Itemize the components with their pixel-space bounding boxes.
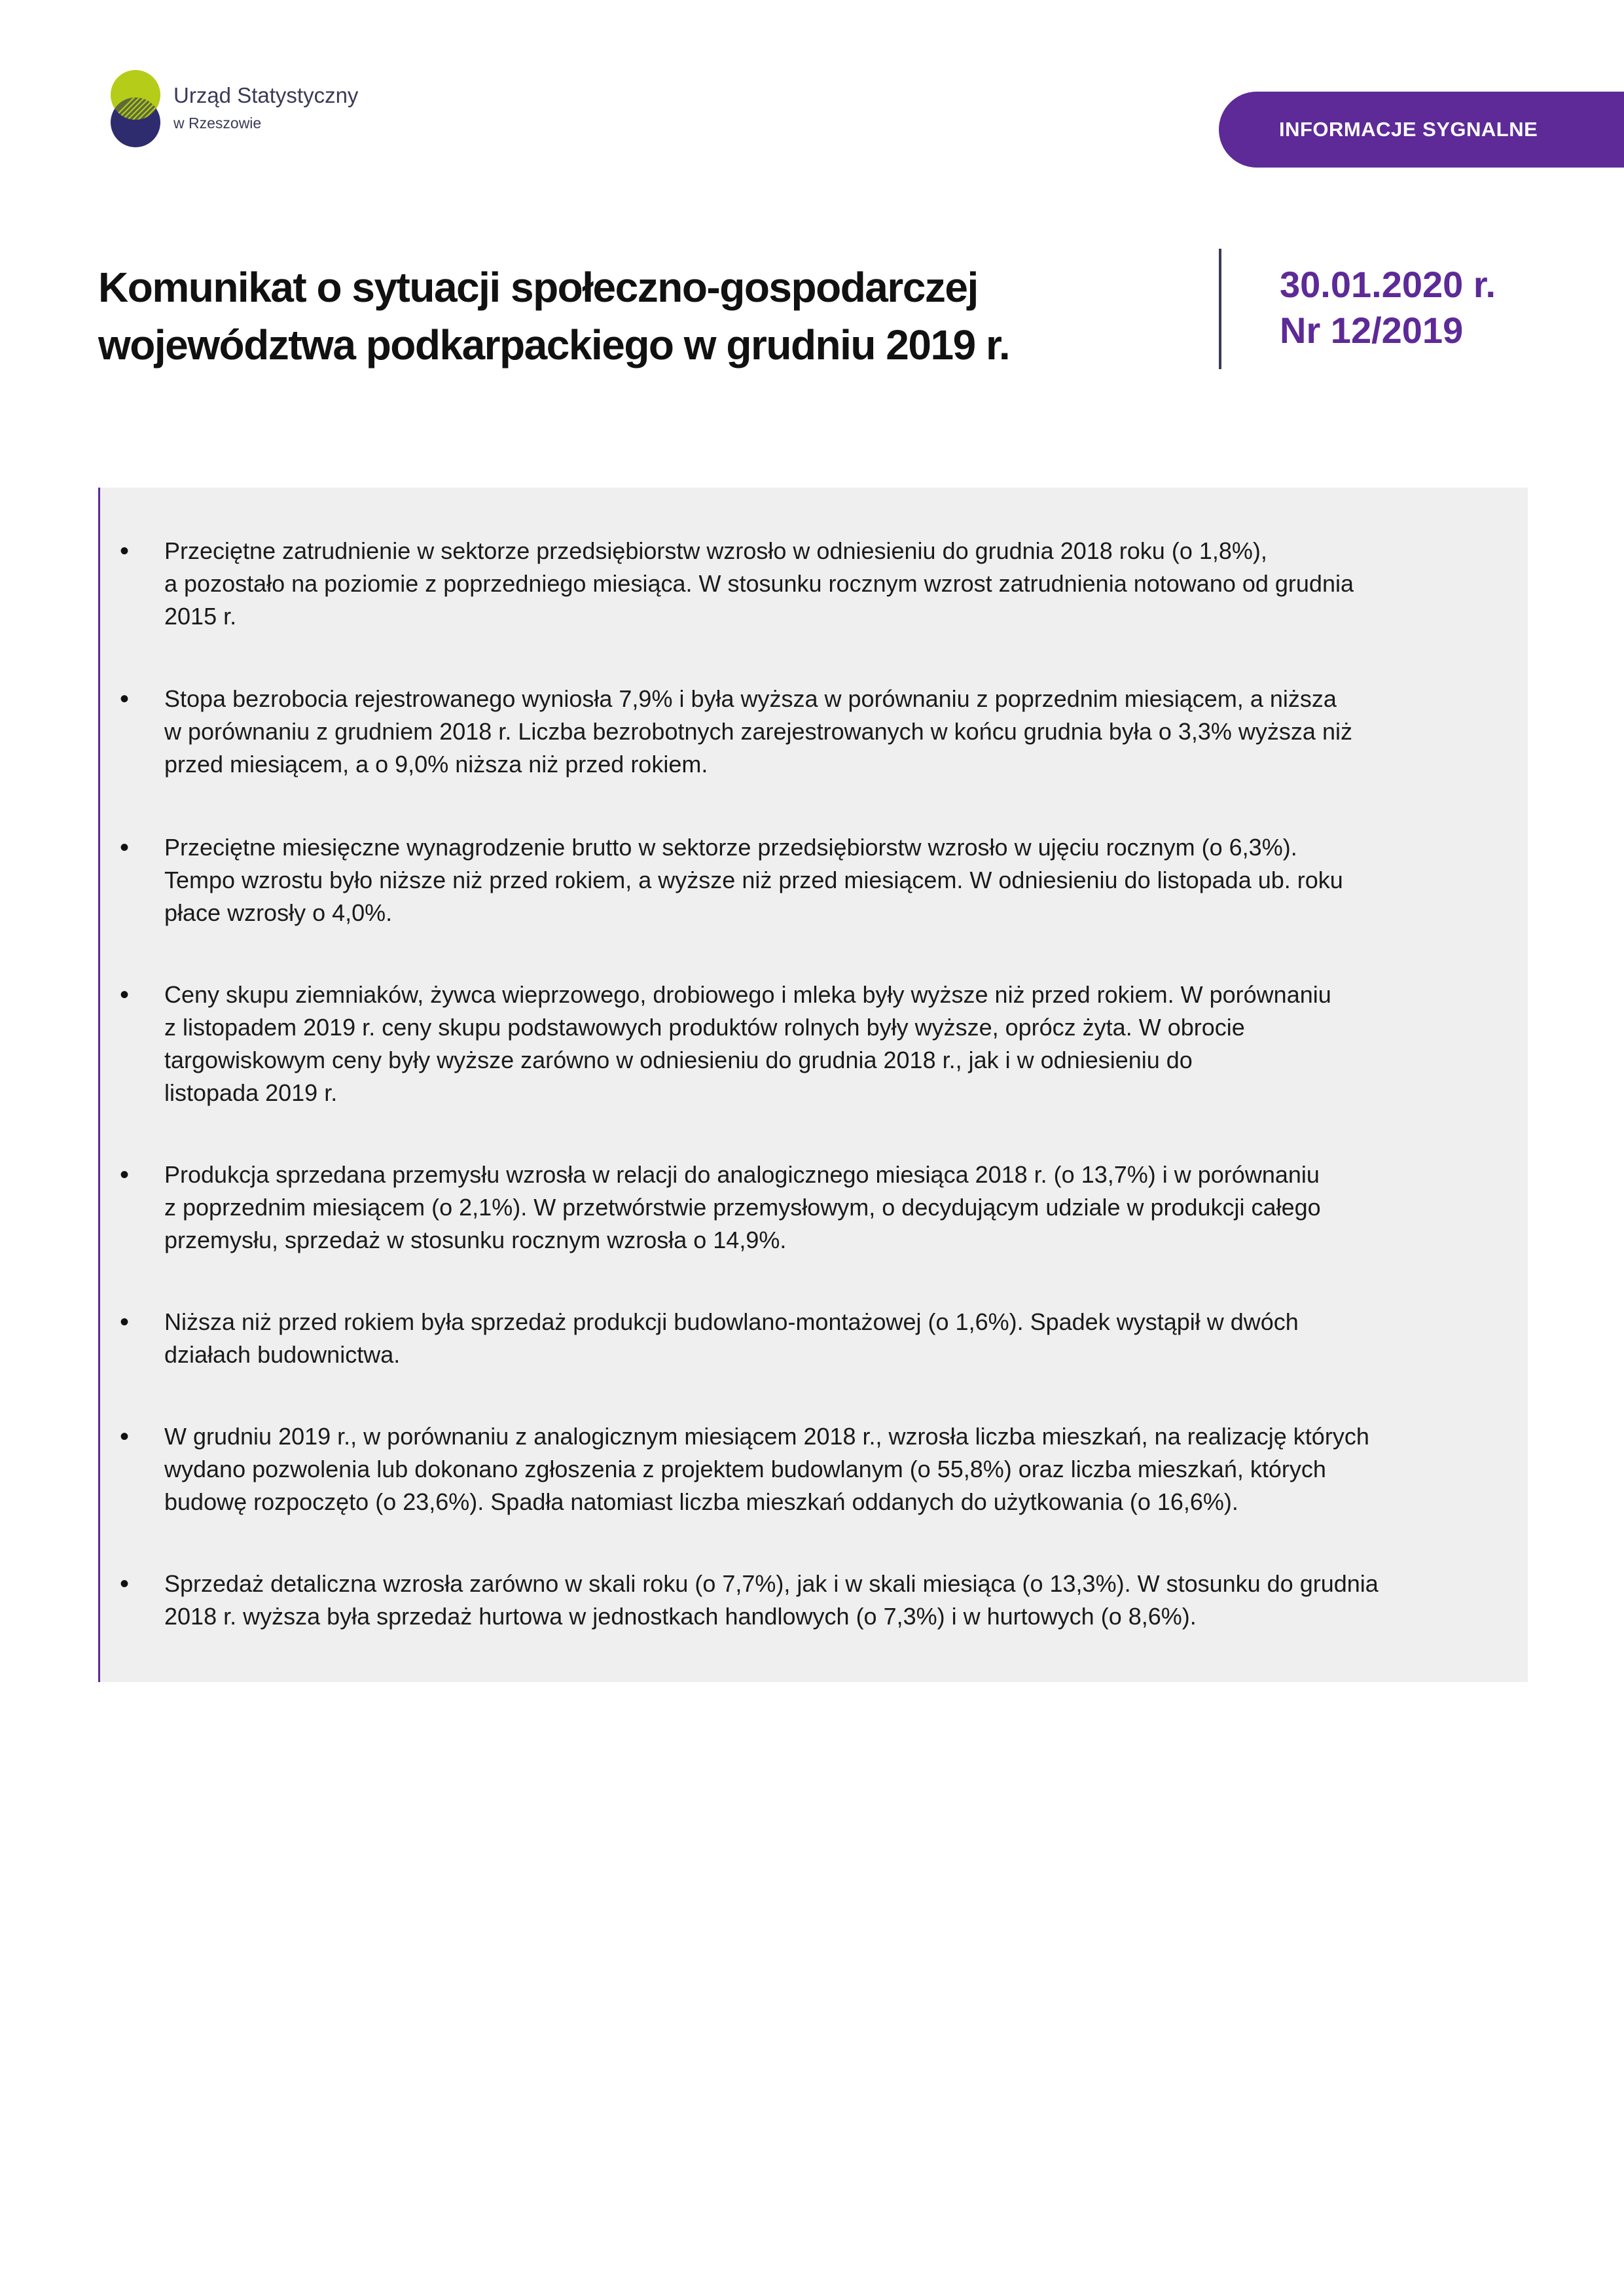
text-line: płace wzrosły o 4,0%. xyxy=(164,899,393,926)
title-line: Komunikat o sytuacji społeczno-gospodarczej xyxy=(98,264,978,311)
bullet-icon: • xyxy=(120,980,130,1009)
bullet-text xyxy=(164,831,1506,929)
text-line: działach budownictwa. xyxy=(164,1341,401,1368)
vertical-divider xyxy=(1219,249,1221,369)
text-line: przemysłu, sprzedaż w stosunku rocznym wzrosła o 14,9%. xyxy=(164,1227,787,1253)
logo-subtitle: w Rzeszowie xyxy=(173,115,262,132)
bullet-icon: • xyxy=(120,537,130,565)
text-line: Tempo wzrostu było niższe niż przed rokiem, a wyższe niż przed miesiącem. W odniesieniu do listopada ub. roku xyxy=(164,867,1343,893)
logo xyxy=(108,69,409,154)
logo-emblem-icon xyxy=(108,69,163,150)
text-line: 2015 r. xyxy=(164,603,237,630)
publication-type-badge: INFORMACJE SYGNALNE xyxy=(1219,92,1624,168)
publication-meta xyxy=(1280,262,1496,353)
text-line: Niższa niż przed rokiem była sprzedaż produkcji budowlano-montażowej (o 1,6%). Spadek wystąpił w dwóch xyxy=(164,1308,1299,1335)
logo-name: Urząd Statystyczny xyxy=(173,83,359,107)
bullet-text xyxy=(164,1420,1506,1518)
text-line: W grudniu 2019 r., w porównaniu z analogicznym miesiącem 2018 r., wzrosła liczba mieszkań, na realizację których xyxy=(164,1423,1369,1450)
bullet-icon: • xyxy=(120,1570,130,1598)
text-line: listopada 2019 r. xyxy=(164,1079,338,1106)
text-line: Sprzedaż detaliczna wzrosła zarówno w skali roku (o 7,7%), jak i w skali miesiąca (o 13,3%). W stosunku do grudnia xyxy=(164,1570,1379,1597)
text-line: 2018 r. wyższa była sprzedaż hurtowa w jednostkach handlowych (o 7,3%) i w hurtowych (o 8,6%). xyxy=(164,1603,1197,1630)
bullet-icon: • xyxy=(120,1422,130,1451)
text-line: Stopa bezrobocia rejestrowanego wyniosła 7,9% i była wyższa w porównaniu z poprzednim miesiącem, a niższa xyxy=(164,685,1337,712)
bullet-icon: • xyxy=(120,833,130,862)
bullet-text xyxy=(164,978,1506,1109)
bullet-icon: • xyxy=(120,1160,130,1189)
summary-box xyxy=(98,488,1528,1682)
text-line: targowiskowym ceny były wyższe zarówno w odniesieniu do grudnia 2018 r., jak i w odniesieniu do xyxy=(164,1047,1193,1073)
text-line: Ceny skupu ziemniaków, żywca wieprzowego, drobiowego i mleka były wyższe niż przed rokiem. W porównaniu xyxy=(164,981,1331,1008)
text-line: Przeciętne miesięczne wynagrodzenie brutto w sektorze przedsiębiorstw wzrosło w ujęciu rocznym (o 6,3%). xyxy=(164,834,1297,861)
text-line: w porównaniu z grudniem 2018 r. Liczba bezrobotnych zarejestrowanych w końcu grudnia była o 3,3% wyższa niż xyxy=(164,718,1352,745)
publication-number: Nr 12/2019 xyxy=(1280,310,1464,351)
page-title xyxy=(98,259,1178,374)
text-line: wydano pozwolenia lub dokonano zgłoszenia z projektem budowlanym (o 55,8%) oraz liczba mieszkań, których xyxy=(164,1456,1326,1482)
text-line: przed miesiącem, a o 9,0% niższa niż przed rokiem. xyxy=(164,751,708,778)
bullet-icon: • xyxy=(120,1308,130,1336)
bullet-text xyxy=(164,683,1506,781)
publication-date: 30.01.2020 r. xyxy=(1280,264,1496,305)
text-line: budowę rozpoczęto (o 23,6%). Spadła natomiast liczba mieszkań oddanych do użytkowania (o 16,6%). xyxy=(164,1488,1238,1515)
text-line: a pozostało na poziomie z poprzedniego miesiąca. W stosunku rocznym wzrost zatrudnienia notowano od grudnia xyxy=(164,570,1354,597)
bullet-icon: • xyxy=(120,685,130,713)
text-line: z listopadem 2019 r. ceny skupu podstawowych produktów rolnych były wyższe, oprócz żyta. W obrocie xyxy=(164,1014,1245,1041)
text-line: Przeciętne zatrudnienie w sektorze przedsiębiorstw wzrosło w odniesieniu do grudnia 2018 roku (o 1,8%), xyxy=(164,537,1267,564)
bullet-text xyxy=(164,535,1506,633)
text-line: Produkcja sprzedana przemysłu wzrosła w relacji do analogicznego miesiąca 2018 r. (o 13,7%) i w porównaniu xyxy=(164,1161,1320,1188)
bullet-text xyxy=(164,1306,1506,1371)
bullet-text xyxy=(164,1568,1506,1633)
bullet-text xyxy=(164,1158,1506,1257)
text-line: z poprzednim miesiącem (o 2,1%). W przetwórstwie przemysłowym, o decydującym udziale w produkcji całego xyxy=(164,1194,1321,1221)
title-line: województwa podkarpackiego w grudniu 2019 r. xyxy=(98,321,1010,368)
